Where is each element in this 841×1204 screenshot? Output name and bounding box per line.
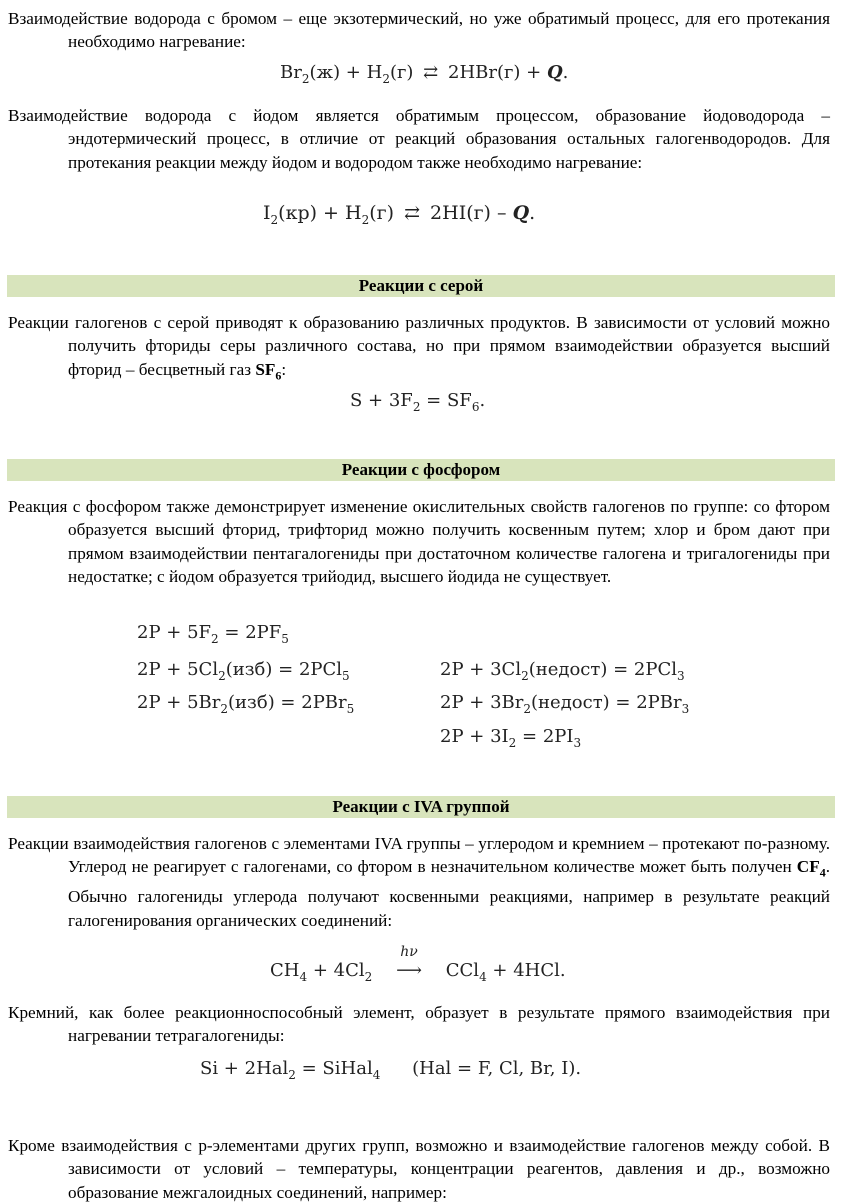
photolysis-arrow bbox=[378, 944, 440, 981]
section-heading-sulfur: Реакции с серой bbox=[7, 275, 835, 297]
section-heading-phosphorus: Реакции с фосфором bbox=[7, 459, 835, 481]
paragraph-group-iva: Реакции взаимодействия галогенов с элементами IVA группы – углеродом и кремнием – протекают по-разному. Углерод не реагирует с галогенами, со фтором в незначительном количестве может быть получен $CF_4$. Обычно галогениды углерода получают косвенными реакциями, например в результате реакций галогенирования органических соединений: bbox=[8, 834, 830, 930]
reversible-arrow-icon: ⇄ bbox=[423, 62, 439, 83]
forward-arrow-icon: ⟶ bbox=[396, 960, 422, 981]
paragraph-sulfur: Реакции галогенов с серой приводят к образованию различных продуктов. В зависимости от условий можно получить фториды серы различного состава, но при прямом взаимодействии образуется высший фторид – бесцветный газ $SF_6$: bbox=[8, 313, 830, 383]
paragraph-silicon: Кремний, как более реакционноспособный элемент, образует в результате прямого взаимодействия при нагревании тетрагалогениды: bbox=[8, 1003, 830, 1046]
equation-sulfur-fluorine: $S + 3F_2 = SF_6$. bbox=[350, 390, 486, 414]
equation-phosphorus-bromine-excess: $2P + 5Br_2(изб) = 2PBr_5$ bbox=[137, 692, 355, 716]
equation-phosphorus-iodine: $2P + 3I_2 = 2PI_3$ bbox=[440, 726, 582, 750]
paragraph-iodine: Взаимодействие водорода с йодом является обратимым процессом, образование йодоводорода – эндотермический процесс, в отличие от реакций образования остальных галогенводородов. Для протекания реакции между йодом и водородом также необходимо нагревание: bbox=[8, 106, 830, 172]
equation-hydrogen-bromine: $Br_2(ж) + H_2(г)$ ⇄ 2HBr(г) + Q. bbox=[280, 62, 569, 86]
equation-phosphorus-fluorine: $2P + 5F_2 = 2PF_5$ bbox=[137, 622, 289, 646]
equation-silicon-halogen: Si + 2Hal$_2$ = SiHal$_4$ (Hal = F, Cl, Br, I). bbox=[200, 1058, 582, 1082]
equation-phosphorus-chlorine-excess: $2P + 5Cl_2(изб) = 2PCl_5$ bbox=[137, 659, 350, 683]
paragraph-interhalogen: Кроме взаимодействия с р-элементами других групп, возможно и взаимодействие галогенов между собой. В зависимости от условий – температуры, концентрации реагентов, давления и др., возможно образование межгалоидных соединений, например: bbox=[8, 1136, 830, 1202]
light-icon: hν bbox=[400, 944, 418, 960]
reversible-arrow-icon: ⇄ bbox=[404, 202, 420, 224]
equation-methane-chlorination: $CH_4 + 4Cl_2$ hν ⟶ CCl$_4$ + 4HCl. bbox=[270, 944, 566, 984]
equation-hydrogen-iodine: $I_2(кр) + H_2(г)$ ⇄ 2HI(г) – Q. bbox=[263, 202, 536, 227]
section-heading-group-iva: Реакции с IVA группой bbox=[7, 796, 835, 818]
paragraph-phosphorus: Реакция с фосфором также демонстрирует изменение окислительных свойств галогенов по группе: со фтором образуется высший фторид, трифторид можно получить косвенным путем; хлор и бром дают при прямом взаимодействии пентагалогениды при достаточном количестве галогена и тригалогениды при недостатке; с йодом образуется трийодид, высшего йодида не существует. bbox=[8, 497, 830, 587]
equation-phosphorus-chlorine-deficit: $2P + 3Cl_2(недост) = 2PCl_3$ bbox=[440, 659, 685, 683]
paragraph-bromine: Взаимодействие водорода с бромом – еще экзотермический, но уже обратимый процесс, для его протекания необходимо нагревание: bbox=[8, 9, 830, 52]
equation-phosphorus-bromine-deficit: $2P + 3Br_2(недост) = 2PBr_3$ bbox=[440, 692, 690, 716]
